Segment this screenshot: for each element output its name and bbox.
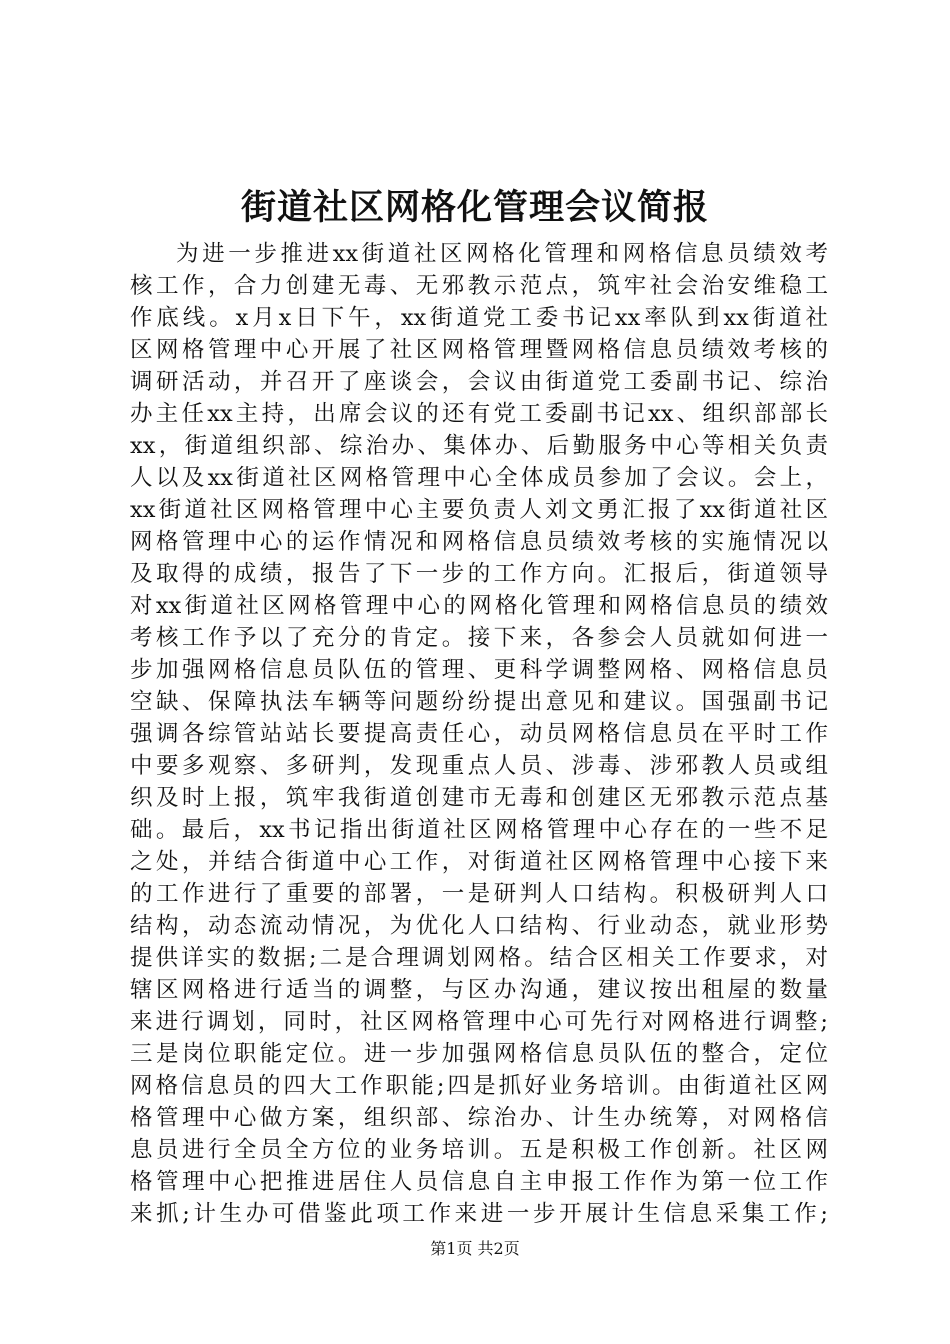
body-line: 织及时上报，筑牢我街道创建市无毒和创建区无邪教示范点基 [130, 785, 828, 811]
page-footer: 第1页 共2页 [430, 1239, 520, 1258]
body-line: 结构，动态流动情况，为优化人口结构、行业动态，就业形势 [130, 913, 828, 939]
body-line: 提供详实的数据;二是合理调划网格。结合区相关工作要求，对 [130, 945, 828, 971]
body-line: 核工作，合力创建无毒、无邪教示范点，筑牢社会治安维稳工 [130, 273, 828, 299]
body-line: 网格管理中心的运作情况和网格信息员绩效考核的实施情况以 [130, 529, 828, 555]
body-line: 区网格管理中心开展了社区网格管理暨网格信息员绩效考核的 [130, 337, 828, 363]
body-line: 来抓;计生办可借鉴此项工作来进一步开展计生信息采集工作; [130, 1201, 828, 1227]
body-line: xx，街道组织部、综治办、集体办、后勤服务中心等相关负责 [130, 433, 828, 459]
body-line: 中要多观察、多研判，发现重点人员、涉毒、涉邪教人员或组 [130, 753, 828, 779]
body-line: 息员进行全员全方位的业务培训。五是积极工作创新。社区网 [130, 1137, 828, 1163]
body-line: 办主任xx主持，出席会议的还有党工委副书记xx、组织部部长 [130, 401, 828, 427]
body-line: 对xx街道社区网格管理中心的网格化管理和网格信息员的绩效 [130, 593, 828, 619]
body-line: 的工作进行了重要的部署，一是研判人口结构。积极研判人口 [130, 881, 828, 907]
body-line: 格管理中心做方案，组织部、综治办、计生办统筹，对网格信 [130, 1105, 828, 1131]
body-line: 人以及xx街道社区网格管理中心全体成员参加了会议。会上， [130, 465, 828, 491]
body-line: 辖区网格进行适当的调整，与区办沟通，建议按出租屋的数量 [130, 977, 828, 1003]
body-line: 础。最后，xx书记指出街道社区网格管理中心存在的一些不足 [130, 817, 828, 843]
body-line: 考核工作予以了充分的肯定。接下来，各参会人员就如何进一 [130, 625, 828, 651]
body-line: 调研活动，并召开了座谈会，会议由街道党工委副书记、综治 [130, 369, 828, 395]
body-line: 之处，并结合街道中心工作，对街道社区网格管理中心接下来 [130, 849, 828, 875]
body-line: 强调各综管站站长要提高责任心，动员网格信息员在平时工作 [130, 721, 828, 747]
body-line: 三是岗位职能定位。进一步加强网格信息员队伍的整合，定位 [130, 1041, 828, 1067]
body-line: 步加强网格信息员队伍的管理、更科学调整网格、网格信息员 [130, 657, 828, 683]
body-line: 空缺、保障执法车辆等问题纷纷提出意见和建议。国强副书记 [130, 689, 828, 715]
body-line: 网格信息员的四大工作职能;四是抓好业务培训。由街道社区网 [130, 1073, 828, 1099]
body-line: 及取得的成绩，报告了下一步的工作方向。汇报后，街道领导 [130, 561, 828, 587]
body-line: 来进行调划，同时，社区网格管理中心可先行对网格进行调整; [130, 1009, 828, 1035]
body-line: xx街道社区网格管理中心主要负责人刘文勇汇报了xx街道社区 [130, 497, 828, 523]
body-line: 格管理中心把推进居住人员信息自主申报工作作为第一位工作 [130, 1169, 828, 1195]
body-line: 作底线。x月x日下午，xx街道党工委书记xx率队到xx街道社 [130, 305, 828, 331]
body-line: 为进一步推进xx街道社区网格化管理和网格信息员绩效考 [176, 241, 828, 267]
document-title: 街道社区网格化管理会议简报 [240, 187, 709, 228]
document-body [130, 238, 828, 1230]
